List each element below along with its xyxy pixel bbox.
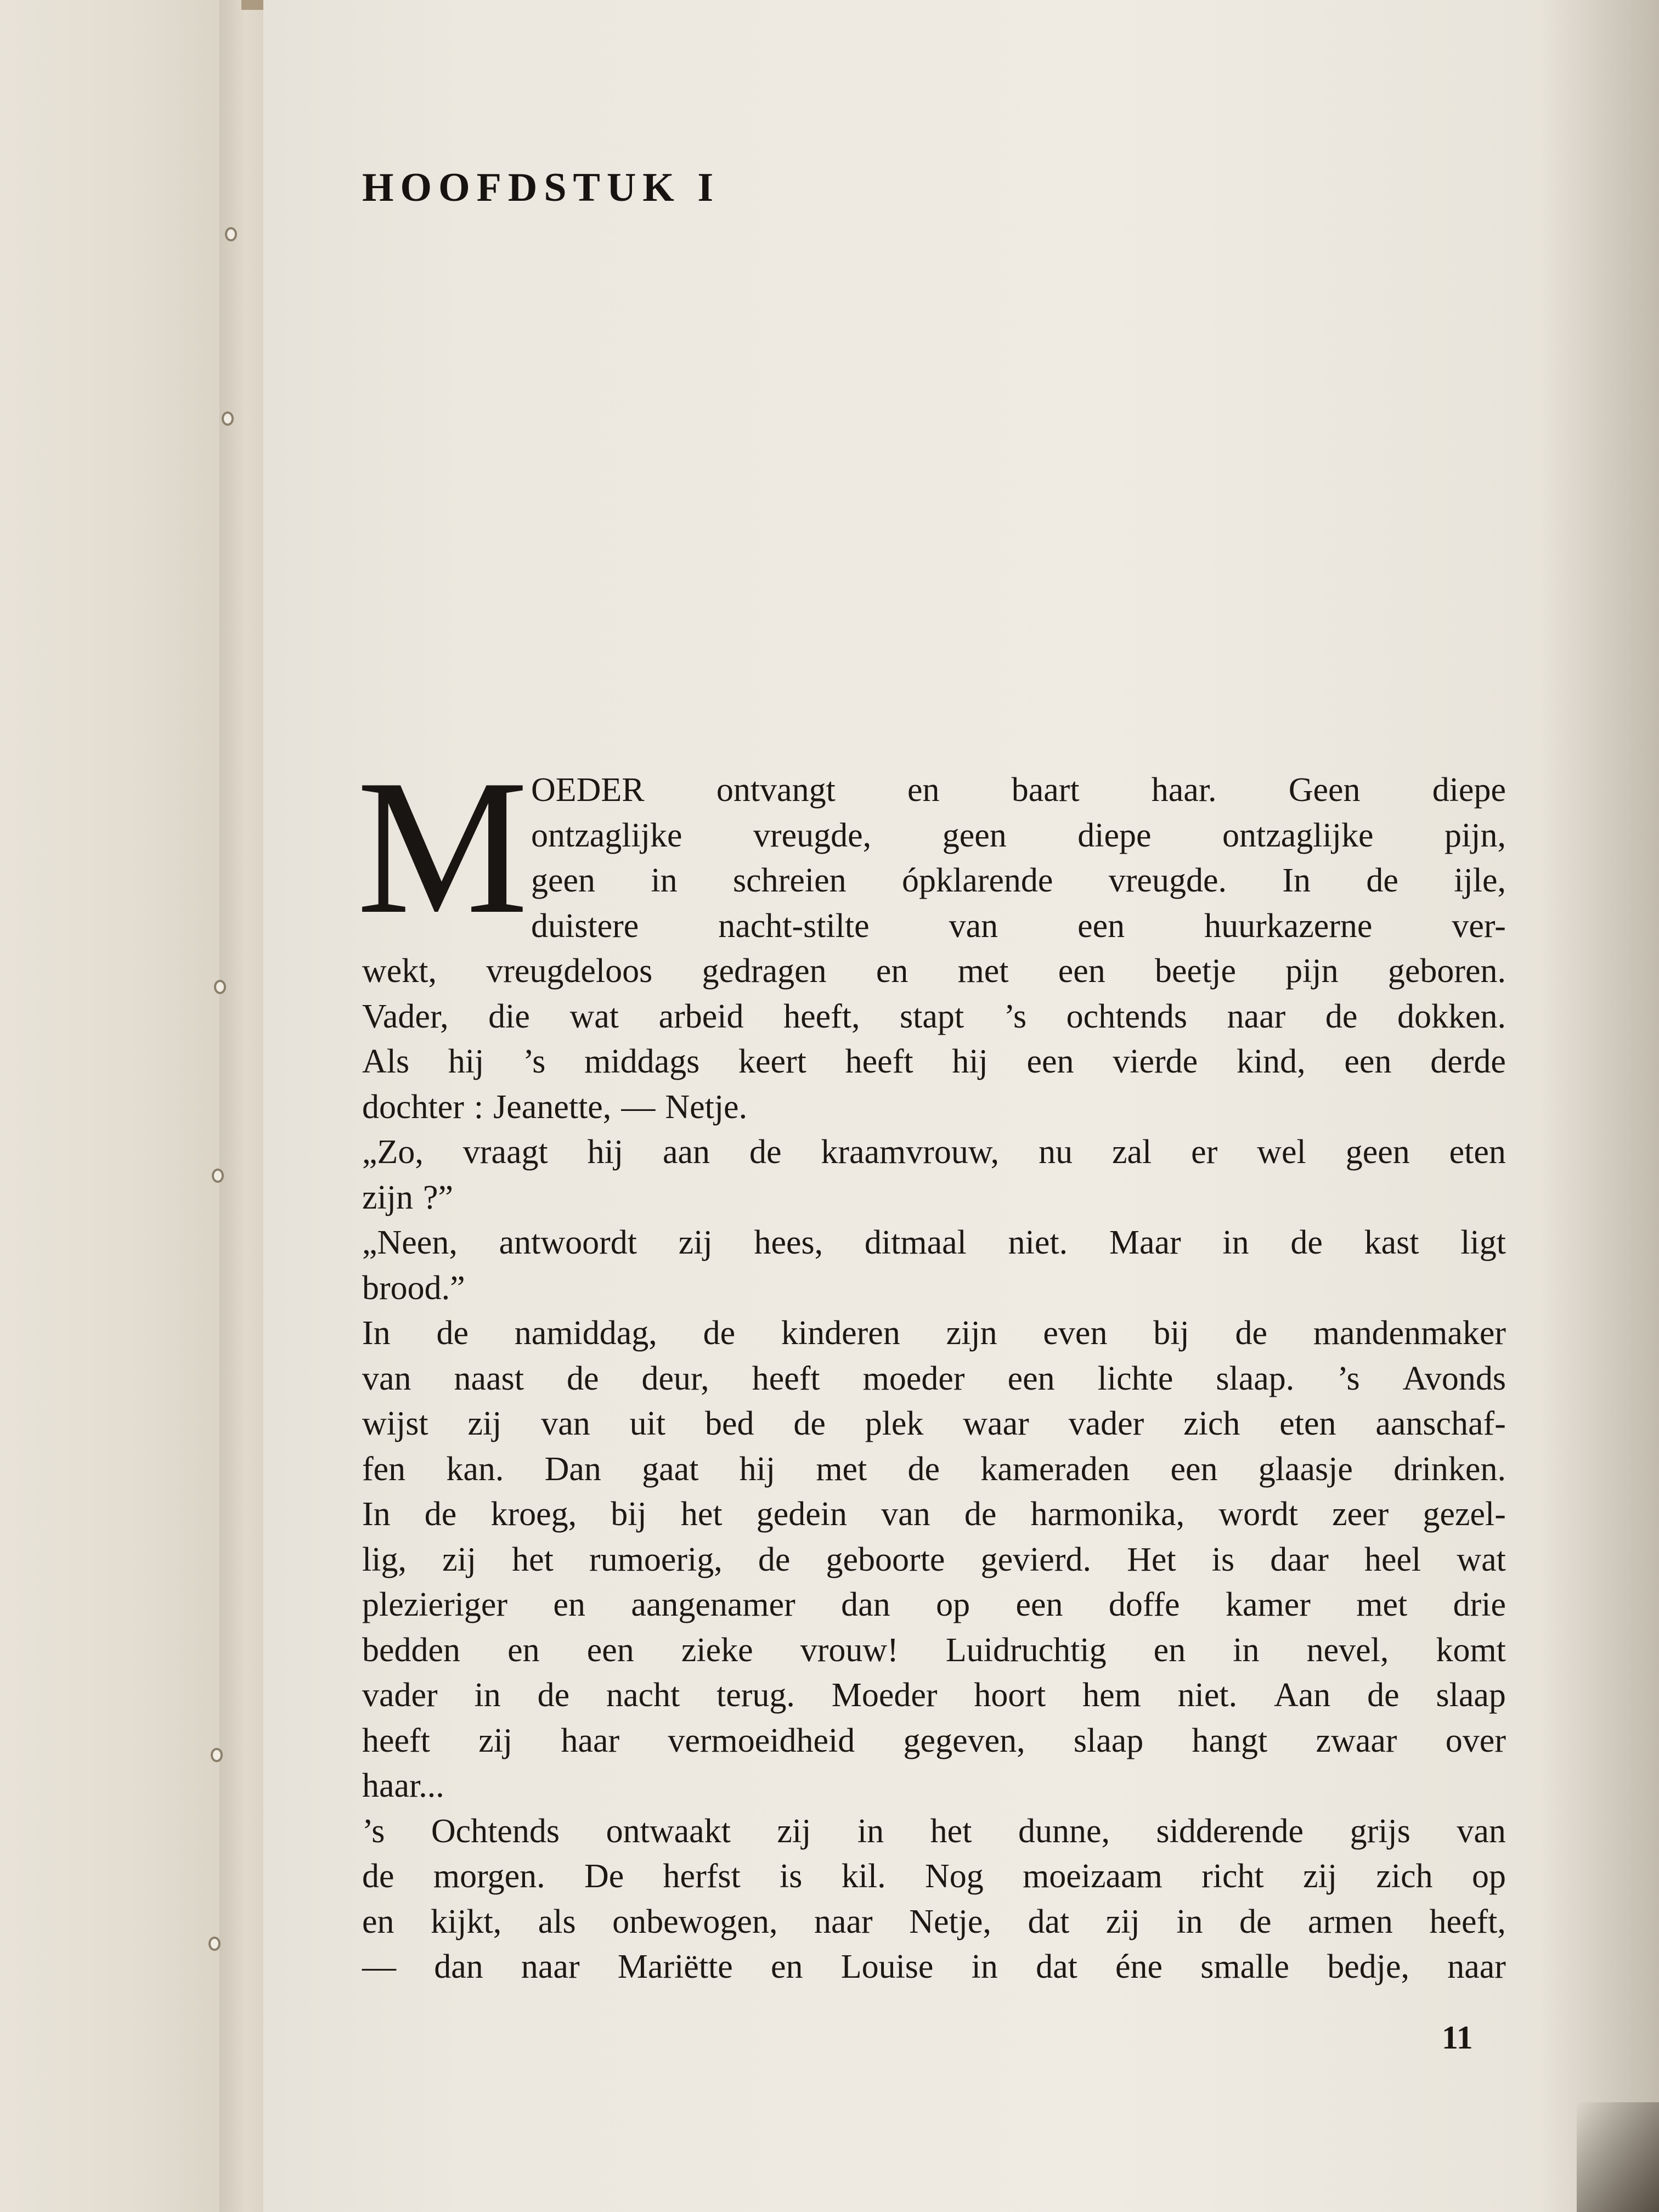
word: aangenamer xyxy=(631,1586,795,1623)
word: doffe xyxy=(1108,1586,1180,1623)
word: zij xyxy=(777,1813,811,1850)
word: In xyxy=(362,1314,391,1352)
word: zij xyxy=(442,1541,477,1578)
word: moeder xyxy=(862,1360,965,1397)
text-line xyxy=(362,1854,1506,1898)
word: op xyxy=(1471,1858,1506,1895)
word: Netje. xyxy=(665,1088,748,1126)
text-line xyxy=(362,1085,747,1129)
text-line xyxy=(362,1402,1506,1446)
word: vader xyxy=(362,1677,438,1714)
word: in xyxy=(1233,1632,1260,1669)
word: terug. xyxy=(716,1677,795,1714)
word: een xyxy=(1026,1043,1074,1080)
word: wekt, xyxy=(362,952,437,990)
word: nevel, xyxy=(1306,1632,1389,1669)
word: een xyxy=(1077,907,1125,945)
text-line xyxy=(531,768,1506,812)
word: gedein xyxy=(756,1496,848,1533)
word: gedragen xyxy=(702,952,827,990)
word: — xyxy=(362,1948,396,1985)
word: smalle xyxy=(1200,1948,1290,1985)
word: ijle, xyxy=(1454,862,1506,899)
text-line xyxy=(362,1628,1506,1672)
word: hij xyxy=(448,1043,484,1080)
word: keert xyxy=(738,1043,806,1080)
word: naar xyxy=(814,1903,873,1940)
word: zij xyxy=(1303,1858,1338,1895)
word: diepe xyxy=(1432,771,1506,809)
word: kamer xyxy=(1225,1586,1311,1623)
word: en xyxy=(362,1903,394,1940)
word: Maar xyxy=(1109,1224,1181,1261)
text-line xyxy=(531,859,1506,902)
word: ontzaglijke xyxy=(1222,817,1374,854)
chapter-heading: HOOFDSTUK I xyxy=(362,165,720,210)
word: vreugde. xyxy=(1108,862,1227,899)
word: het xyxy=(930,1813,972,1850)
word: van xyxy=(881,1496,930,1533)
text-line xyxy=(362,1809,1506,1853)
word: de xyxy=(362,1858,394,1895)
word: de xyxy=(537,1677,570,1714)
word: naar xyxy=(521,1948,580,1985)
word: hij xyxy=(587,1133,624,1171)
word: Vader, xyxy=(362,998,449,1035)
word: In xyxy=(362,1496,391,1533)
word: gaat xyxy=(642,1451,699,1488)
word: de xyxy=(749,1133,782,1171)
word: hij xyxy=(739,1451,776,1488)
binding-stitch xyxy=(225,227,237,241)
word: Netje, xyxy=(909,1903,991,1940)
word: vreugdeloos xyxy=(486,952,653,990)
word: de xyxy=(566,1360,599,1397)
word: ontvangt xyxy=(716,771,836,809)
text-line xyxy=(531,904,1506,948)
word: haar... xyxy=(362,1767,444,1804)
word: de xyxy=(793,1405,826,1442)
word: geen xyxy=(942,817,1007,854)
word: nacht xyxy=(606,1677,680,1714)
binding-stitch xyxy=(212,1169,224,1183)
word: de xyxy=(1366,862,1398,899)
word: vierde xyxy=(1113,1043,1198,1080)
word: naar xyxy=(1227,998,1286,1035)
word: haar xyxy=(561,1722,620,1759)
word: hangt xyxy=(1192,1722,1268,1759)
text-line xyxy=(362,1583,1506,1627)
word: slaap. xyxy=(1216,1360,1295,1397)
word: zijn xyxy=(362,1179,413,1216)
word: armen xyxy=(1308,1903,1393,1940)
word: in xyxy=(971,1948,998,1985)
word: ’s xyxy=(523,1043,546,1080)
word: aanschaf- xyxy=(1375,1405,1506,1442)
word: met xyxy=(957,952,1009,990)
word: komt xyxy=(1436,1632,1506,1669)
word: van xyxy=(1457,1813,1506,1850)
facing-page-edge xyxy=(0,0,236,2212)
word: gezel- xyxy=(1423,1496,1506,1533)
word: huurkazerne xyxy=(1204,907,1373,945)
word: als xyxy=(538,1903,576,1940)
word: en xyxy=(907,771,940,809)
word: naar xyxy=(1447,1948,1506,1985)
word: vrouw! xyxy=(800,1632,899,1669)
word: ochtends xyxy=(1066,998,1188,1035)
word: een xyxy=(586,1632,634,1669)
text-line xyxy=(362,1040,1506,1084)
text-line xyxy=(362,1311,1506,1355)
word: waar xyxy=(963,1405,1029,1442)
word: heeft xyxy=(845,1043,913,1080)
drop-cap: M xyxy=(357,740,528,954)
word: ’s xyxy=(1337,1360,1360,1397)
word: brood.” xyxy=(362,1269,465,1307)
word: in xyxy=(1176,1903,1203,1940)
word: bed xyxy=(704,1405,754,1442)
word: onbewogen, xyxy=(612,1903,778,1940)
word: op xyxy=(936,1586,970,1623)
text-line xyxy=(362,1176,453,1220)
word: schreien xyxy=(733,862,847,899)
word: in xyxy=(474,1677,501,1714)
text-line xyxy=(362,1673,1506,1717)
word: kraamvrouw, xyxy=(821,1133,1000,1171)
word: hoort xyxy=(974,1677,1046,1714)
word: de xyxy=(436,1314,469,1352)
word: dan xyxy=(434,1948,483,1985)
word: van xyxy=(362,1360,411,1397)
word: uit xyxy=(629,1405,666,1442)
word: een xyxy=(1058,952,1105,990)
word: ontzaglijke xyxy=(531,817,682,854)
word: de xyxy=(703,1314,736,1352)
binding-stitch xyxy=(208,1937,221,1951)
word: Mariëtte xyxy=(617,1948,733,1985)
word: Jeanette, xyxy=(493,1088,612,1126)
page-number: 11 xyxy=(1442,2019,1473,2056)
word: namiddag, xyxy=(514,1314,657,1352)
word: geen xyxy=(531,862,596,899)
word: van xyxy=(541,1405,590,1442)
word: de xyxy=(1325,998,1358,1035)
text-line xyxy=(362,1447,1506,1491)
word: Het xyxy=(1127,1541,1176,1578)
word: moeizaam xyxy=(1023,1858,1163,1895)
word: Geen xyxy=(1288,771,1361,809)
word: Aan xyxy=(1273,1677,1331,1714)
word: kinderen xyxy=(781,1314,900,1352)
word: De xyxy=(584,1858,624,1895)
word: derde xyxy=(1430,1043,1506,1080)
word: en xyxy=(507,1632,540,1669)
word: vermoeidheid xyxy=(668,1722,855,1759)
word: antwoordt xyxy=(499,1224,637,1261)
word: is xyxy=(780,1858,803,1895)
word: Nog xyxy=(924,1858,984,1895)
word: heeft xyxy=(362,1722,430,1759)
word: „Neen, xyxy=(362,1224,458,1261)
word: de xyxy=(758,1541,791,1578)
word: dat xyxy=(1028,1903,1070,1940)
word: zeer xyxy=(1332,1496,1389,1533)
word: drinken. xyxy=(1393,1451,1506,1488)
word: ontwaakt xyxy=(606,1813,731,1850)
word: en xyxy=(1153,1632,1186,1669)
word: dunne, xyxy=(1018,1813,1110,1850)
word: ’s xyxy=(362,1813,385,1850)
word: zij xyxy=(467,1405,502,1442)
word: gevierd. xyxy=(980,1541,1091,1578)
word: over xyxy=(1445,1722,1506,1759)
word: zieke xyxy=(681,1632,753,1669)
word: plek xyxy=(865,1405,924,1442)
word: een xyxy=(1170,1451,1218,1488)
word: mandenmaker xyxy=(1313,1314,1506,1352)
word: slaap xyxy=(1436,1677,1506,1714)
word: bedje, xyxy=(1327,1948,1410,1985)
text-line xyxy=(362,1945,1506,1989)
word: vreugde, xyxy=(753,817,872,854)
word: richt xyxy=(1201,1858,1264,1895)
word: heeft, xyxy=(783,998,860,1035)
word: de xyxy=(424,1496,457,1533)
word: pijn xyxy=(1285,952,1339,990)
word: grijs xyxy=(1350,1813,1410,1850)
text-line xyxy=(362,1357,1506,1401)
word: kind, xyxy=(1236,1043,1306,1080)
word: Dan xyxy=(544,1451,601,1488)
word: zij xyxy=(478,1722,513,1759)
word: zijn xyxy=(946,1314,997,1352)
word: kast xyxy=(1364,1224,1419,1261)
word: : xyxy=(473,1088,484,1126)
word: morgen. xyxy=(433,1858,545,1895)
word: kijkt, xyxy=(431,1903,502,1940)
word: met xyxy=(1356,1586,1408,1623)
word: slaap xyxy=(1073,1722,1144,1759)
word: dat xyxy=(1036,1948,1077,1985)
word: naast xyxy=(454,1360,524,1397)
word: geboren. xyxy=(1387,952,1506,990)
word: ópklarende xyxy=(901,862,1053,899)
word: bij xyxy=(611,1496,647,1533)
word: nu xyxy=(1039,1133,1073,1171)
word: de xyxy=(907,1451,940,1488)
word: en xyxy=(876,952,909,990)
word: aan xyxy=(662,1133,710,1171)
word: in xyxy=(1222,1224,1249,1261)
word: zal xyxy=(1112,1133,1152,1171)
word: geen xyxy=(1345,1133,1410,1171)
binding-stitch xyxy=(214,980,226,994)
word: niet. xyxy=(1008,1224,1068,1261)
word: fen xyxy=(362,1451,406,1488)
word: even xyxy=(1043,1314,1108,1352)
word: duistere xyxy=(531,907,639,945)
word: Ochtends xyxy=(431,1813,560,1850)
word: wijst xyxy=(362,1405,428,1442)
word: herfst xyxy=(663,1858,741,1895)
word: ?” xyxy=(422,1179,454,1216)
text-line xyxy=(362,1538,1506,1582)
word: die xyxy=(488,998,530,1035)
text-line xyxy=(362,1719,1506,1763)
word: geboorte xyxy=(826,1541,945,1578)
word: middags xyxy=(584,1043,700,1080)
word: Als xyxy=(362,1043,410,1080)
word: zwaar xyxy=(1316,1722,1397,1759)
word: bij xyxy=(1153,1314,1189,1352)
word: OEDER xyxy=(531,771,645,809)
word: hees, xyxy=(754,1224,823,1261)
word: kameraden xyxy=(980,1451,1130,1488)
word: en xyxy=(770,1948,803,1985)
word: stapt xyxy=(900,998,964,1035)
word: wat xyxy=(569,998,619,1035)
word: bedden xyxy=(362,1632,461,1669)
word: de xyxy=(1290,1224,1323,1261)
word: deur, xyxy=(641,1360,709,1397)
text-line xyxy=(362,1266,465,1310)
word: een xyxy=(1007,1360,1055,1397)
word: ligt xyxy=(1460,1224,1506,1261)
word: niet. xyxy=(1177,1677,1238,1714)
word: in xyxy=(651,862,678,899)
word: sidderende xyxy=(1156,1813,1304,1850)
word: diepe xyxy=(1077,817,1152,854)
word: lichte xyxy=(1097,1360,1173,1397)
word: vraagt xyxy=(462,1133,548,1171)
text-line xyxy=(362,1492,1506,1536)
word: zij xyxy=(1105,1903,1140,1940)
word: Louise xyxy=(840,1948,934,1985)
word: eten xyxy=(1449,1133,1506,1171)
word: gegeven, xyxy=(903,1722,1025,1759)
word: „Zo, xyxy=(362,1133,424,1171)
word: In xyxy=(1282,862,1311,899)
word: ditmaal xyxy=(864,1224,967,1261)
word: hem xyxy=(1082,1677,1141,1714)
text-line xyxy=(362,995,1506,1039)
text-line xyxy=(531,814,1506,857)
word: Luidruchtig xyxy=(945,1632,1107,1669)
word: het xyxy=(680,1496,723,1533)
word: dan xyxy=(841,1586,890,1623)
word: ver- xyxy=(1452,907,1506,945)
text-line xyxy=(362,1221,1506,1265)
table-corner xyxy=(1577,2102,1659,2212)
word: daar xyxy=(1270,1541,1329,1578)
word: glaasje xyxy=(1258,1451,1353,1488)
word: dokken. xyxy=(1397,998,1506,1035)
binding-stitch xyxy=(211,1748,223,1762)
word: er xyxy=(1191,1133,1218,1171)
word: de xyxy=(1235,1314,1268,1352)
word: kroeg, xyxy=(490,1496,577,1533)
word: is xyxy=(1211,1541,1235,1578)
word: pijn, xyxy=(1444,817,1506,854)
word: en xyxy=(553,1586,585,1623)
word: plezieriger xyxy=(362,1586,508,1623)
text-line xyxy=(362,949,1506,993)
word: baart xyxy=(1011,771,1080,809)
word: de xyxy=(1239,1903,1272,1940)
text-line xyxy=(362,1900,1506,1944)
word: éne xyxy=(1115,1948,1163,1985)
word: zich xyxy=(1183,1405,1240,1442)
word: in xyxy=(857,1813,884,1850)
text-line xyxy=(362,1764,444,1808)
word: kil. xyxy=(841,1858,886,1895)
word: een xyxy=(1344,1043,1392,1080)
word: van xyxy=(949,907,998,945)
word: wel xyxy=(1257,1133,1306,1171)
word: Avonds xyxy=(1402,1360,1506,1397)
binding-stitch xyxy=(222,411,234,426)
text-line xyxy=(362,1130,1506,1174)
word: beetje xyxy=(1154,952,1236,990)
word: harmonika, xyxy=(1030,1496,1185,1533)
word: haar. xyxy=(1151,771,1217,809)
word: heeft xyxy=(752,1360,820,1397)
page-curl-shadow xyxy=(1538,0,1659,2212)
word: ’s xyxy=(1003,998,1027,1035)
word: drie xyxy=(1453,1586,1506,1623)
word: vader xyxy=(1068,1405,1144,1442)
word: rumoerig, xyxy=(589,1541,723,1578)
word: kan. xyxy=(446,1451,504,1488)
word: met xyxy=(816,1451,867,1488)
word: hij xyxy=(952,1043,988,1080)
word: heeft, xyxy=(1429,1903,1506,1940)
word: de xyxy=(1367,1677,1400,1714)
word: wordt xyxy=(1218,1496,1298,1533)
word: Moeder xyxy=(831,1677,938,1714)
word: het xyxy=(512,1541,554,1578)
word: een xyxy=(1015,1586,1063,1623)
word: arbeid xyxy=(658,998,744,1035)
word: dochter xyxy=(362,1088,464,1126)
word: eten xyxy=(1279,1405,1336,1442)
word: nacht-stilte xyxy=(718,907,870,945)
word: heel xyxy=(1364,1541,1421,1578)
word: wat xyxy=(1457,1541,1506,1578)
word: lig, xyxy=(362,1541,407,1578)
word: — xyxy=(621,1088,656,1126)
word: zich xyxy=(1376,1858,1433,1895)
word: zij xyxy=(678,1224,713,1261)
word: de xyxy=(964,1496,997,1533)
